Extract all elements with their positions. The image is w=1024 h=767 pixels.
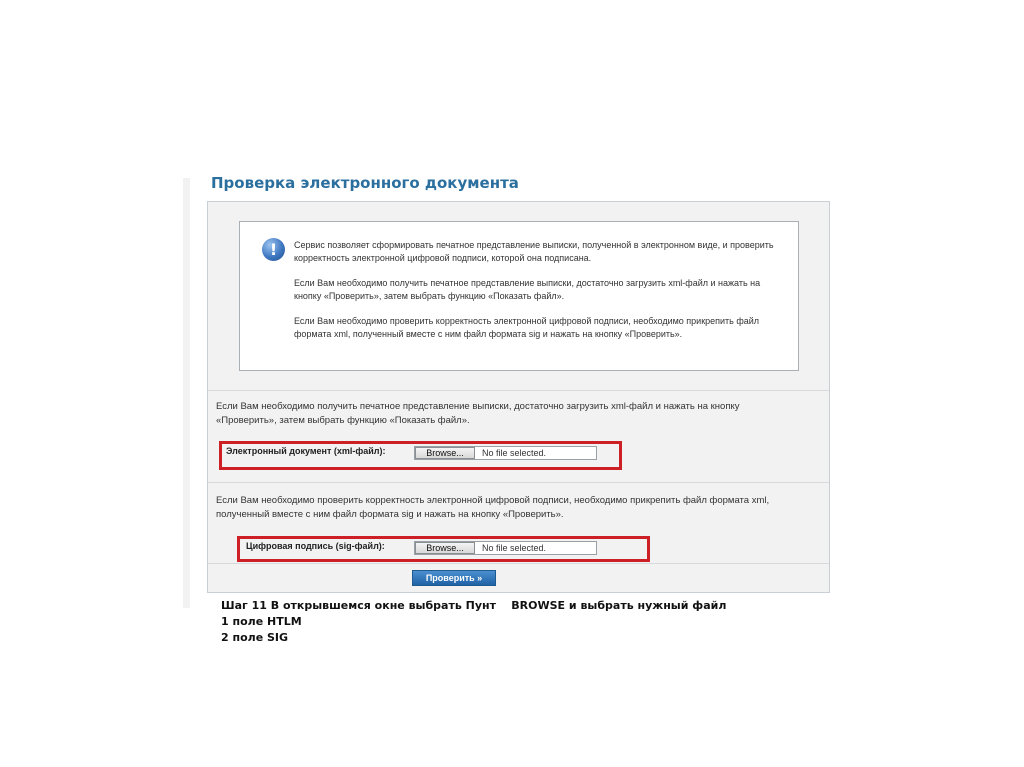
sig-file-input[interactable] — [414, 541, 597, 555]
sig-file-label: Цифровая подпись (sig-файл): — [246, 541, 385, 551]
info-paragraph-print: Если Вам необходимо получить печатное представление выписки, достаточно загрузить xml-файл и нажать на кнопку «Проверить», затем выбрать функцию «Показать файл». — [294, 278, 761, 301]
info-paragraph-service: Сервис позволяет сформировать печатное представление выписки, полученной в электронном виде, и проверить корректность электронной цифровой подписи, которой она подписана. — [294, 240, 774, 263]
section-divider — [208, 390, 829, 391]
section-divider — [208, 482, 829, 483]
xml-section-description: Если Вам необходимо получить печатное представление выписки, достаточно загрузить xml-файл и нажать на кнопку «Проверить», затем выбрать функцию «Показать файл». — [216, 401, 740, 426]
caption-field-2: 2 поле SIG — [221, 631, 289, 644]
sig-file-status: No file selected. — [482, 543, 547, 553]
verify-button[interactable]: Проверить » — [412, 570, 496, 586]
xml-file-status: No file selected. — [482, 448, 547, 458]
xml-file-label: Электронный документ (xml-файл): — [226, 446, 386, 456]
caption-step: Шаг 11 В открывшемся окне выбрать Пунт BROWSE и выбрать нужный файл — [221, 599, 727, 612]
xml-browse-button[interactable]: Browse... — [415, 447, 475, 459]
info-exclamation-icon: ! — [262, 238, 285, 261]
sig-browse-button[interactable]: Browse... — [415, 542, 475, 554]
caption-field-1: 1 поле HTLM — [221, 615, 302, 628]
left-margin-strip — [183, 178, 190, 608]
section-divider — [208, 563, 829, 564]
info-paragraph-signature: Если Вам необходимо проверить корректность электронной цифровой подписи, необходимо прикрепить файл формата xml, полученный вместе с ним файл формата sig и нажать на кнопку «Проверить». — [294, 316, 760, 339]
page-title: Проверка электронного документа — [211, 174, 519, 192]
sig-section-description: Если Вам необходимо проверить корректность электронной цифровой подписи, необходимо прикрепить файл формата xml, полученный вместе с ним файл формата sig и нажать на кнопку «Проверить». — [216, 495, 770, 520]
xml-file-input[interactable] — [414, 446, 597, 460]
